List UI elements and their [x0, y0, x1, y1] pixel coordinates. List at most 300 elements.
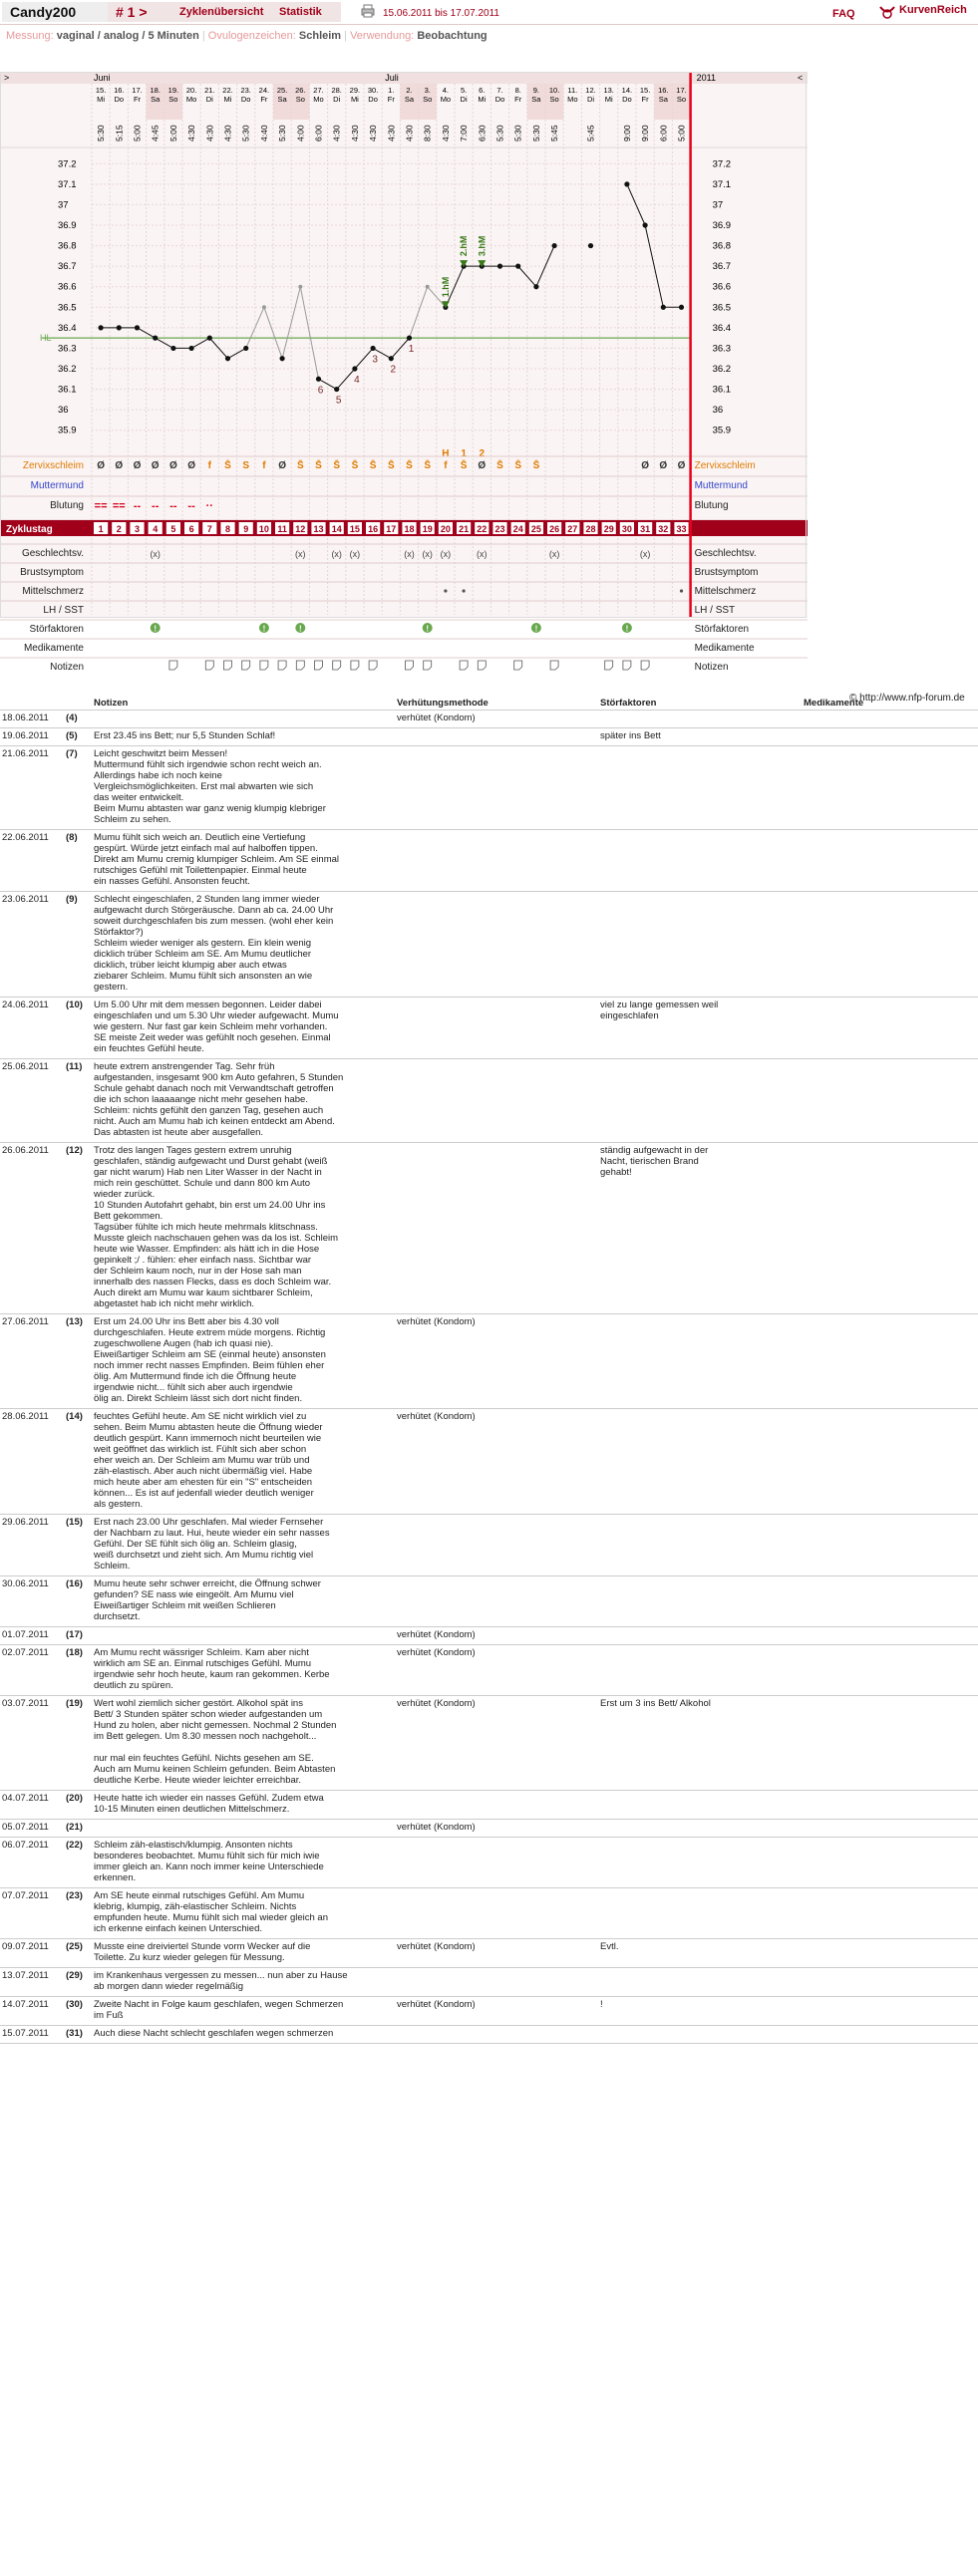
cervix-value: S̄	[387, 460, 395, 471]
mittelschmerz-dot	[444, 589, 447, 592]
note-medication	[802, 892, 978, 998]
measure-time: 5:00	[676, 125, 687, 142]
day-date: 4.	[442, 86, 450, 95]
note-icon	[460, 661, 468, 670]
cervix-value: S	[242, 460, 250, 471]
note-date: 05.07.2011	[0, 1820, 64, 1838]
y-tick-label-left: 36.9	[58, 220, 77, 231]
note-text: Mumu heute sehr schwer erreicht, die Öffnung schwer gefunden? SE nass wie eingeölt. Am Mumu viel Eiweißartiger Schleim mit weißen Schlieren durchsetzt.	[92, 1576, 395, 1627]
note-icon	[333, 661, 341, 670]
note-disturbance	[598, 746, 802, 830]
note-row	[0, 1515, 978, 1576]
note-text: feuchtes Gefühl heute. Am SE nicht wirklich viel zu sehen. Beim Mumu abtasten heute die Öffnung wieder deutlich gespürt. Kann immernoch nicht beurteilen wie weit geöffnet das wirklich ist. Fühlt sich aber schon eher weich an. Der Schleim am Mumu war trüb und zäh-elastisch. Aber auch nicht übermäßig viel. Habe mich heute aber am ehesten für ein "S" entscheiden können... Es ist auf jedenfall wieder deutlich weniger als gestern.	[92, 1409, 395, 1515]
y-tick-label-right: 36.7	[712, 261, 732, 273]
note-date: 14.07.2011	[0, 1997, 64, 2026]
note-date: 29.06.2011	[0, 1515, 64, 1576]
hm-label: 3.hM	[477, 235, 488, 257]
measure-time: 5:30	[277, 125, 288, 142]
day-weekday: Fr	[387, 95, 395, 104]
header-meds: Medikamente	[802, 697, 978, 711]
note-medication	[802, 1997, 978, 2026]
y-tick-label-right: 35.9	[712, 425, 732, 436]
note-text: heute extrem anstrengender Tag. Sehr früh aufgestanden, insgesamt 900 km Auto gefahren, 5 Stunden Schule gehabt danach noch mit Verwandtschaft getroffen die ich schon laaaaange nicht mehr gesehen habe. Schleim: nichts gefühlt den ganzen Tag, gesehen auch nicht. Auch am Mumu hab ich keinen entdeckt am Abend. Das abtasten ist heute aber ausgefallen.	[92, 1059, 395, 1143]
note-cycle-day: (16)	[64, 1576, 92, 1627]
row-label-right: Zervixschleim	[694, 460, 756, 471]
note-medication	[802, 711, 978, 728]
note-date: 09.07.2011	[0, 1939, 64, 1968]
day-weekday: Sa	[404, 95, 415, 104]
cervix-value: S̄	[424, 460, 432, 471]
measure-time: 5:30	[96, 125, 107, 142]
mittelschmerz-dot	[463, 589, 466, 592]
note-method: verhütet (Kondom)	[395, 1997, 598, 2026]
y-tick-label-left: 36.5	[58, 302, 77, 314]
note-method	[395, 746, 598, 830]
note-row	[0, 746, 978, 830]
header-notes: Notizen	[92, 697, 395, 711]
intercourse-mark: (x)	[440, 549, 452, 559]
day-date: 25.	[276, 86, 288, 95]
cycle-day-number: 14	[331, 524, 342, 534]
note-date: 27.06.2011	[0, 1314, 64, 1409]
row-label-right: Blutung	[694, 500, 729, 511]
row-label-right: Störfaktoren	[694, 624, 750, 635]
y-tick-label-left: 36.3	[58, 343, 77, 355]
measure-time: 9:00	[621, 125, 632, 142]
cycle-day-number: 10	[258, 524, 269, 534]
y-tick-label-left: 36.1	[58, 384, 77, 396]
y-tick-label-right: 36.8	[712, 240, 732, 252]
measure-time: 4:30	[440, 125, 451, 142]
note-date: 15.07.2011	[0, 2026, 64, 2044]
note-text: Zweite Nacht in Folge kaum geschlafen, wegen Schmerzen im Fuß	[92, 1997, 395, 2026]
measure-time: 7:00	[459, 125, 470, 142]
brand-name[interactable]: KurvenReich	[899, 4, 967, 16]
day-date: 17.	[132, 86, 143, 95]
cycle-day-number: 23	[494, 524, 505, 534]
row-label-right: LH / SST	[694, 605, 736, 616]
cycle-day-number: 19	[422, 524, 433, 534]
temp-point	[135, 325, 140, 330]
note-medication	[802, 1838, 978, 1888]
day-date: 12.	[585, 86, 596, 95]
note-disturbance	[598, 1059, 802, 1143]
cycle-day-number: 17	[386, 524, 397, 534]
measurement-info: Messung: vaginal / analog / 5 Minuten | Ovulogenzeichen: Schleim | Verwendung: Beobachtung	[6, 30, 488, 42]
cycle-day-number: 15	[349, 524, 360, 534]
note-method	[395, 998, 598, 1059]
cervix-value: Ø	[641, 460, 649, 471]
cervix-value: Ø	[677, 460, 686, 471]
note-disturbance	[598, 711, 802, 728]
note-disturbance: ständig aufgewacht in der Nacht, tierischen Brand gehabt!	[598, 1143, 802, 1314]
note-medication	[802, 728, 978, 746]
note-cycle-day: (14)	[64, 1409, 92, 1515]
cycle-overview-tab[interactable]: Zyklenübersicht	[171, 2, 279, 22]
cervix-value: S̄	[496, 460, 503, 471]
note-icon	[296, 661, 304, 670]
day-weekday: Fr	[260, 95, 268, 104]
note-cycle-day: (30)	[64, 1997, 92, 2026]
cervix-value: Ø	[97, 460, 105, 471]
cervix-value: S̄	[351, 460, 359, 471]
cycle-day-number: 1	[98, 524, 104, 534]
day-weekday: Mi	[97, 95, 106, 104]
note-icon	[260, 661, 268, 670]
y-tick-label-left: 36.7	[58, 261, 77, 273]
note-text: Am Mumu recht wässriger Schleim. Kam aber nicht wirklich am SE an. Einmal rutschiges Gefühl. Mumu irgendwie sehr hoch heute, kaum ran gekommen. Kerbe deutlich zu spüren.	[92, 1645, 395, 1696]
day-weekday: Do	[114, 95, 125, 104]
row-label-left: Brustsymptom	[20, 567, 84, 578]
note-method	[395, 830, 598, 892]
temp-point	[316, 377, 321, 382]
temp-point	[207, 336, 212, 341]
day-date: 26.	[295, 86, 306, 95]
month-june: Juni	[94, 73, 111, 83]
note-cycle-day: (18)	[64, 1645, 92, 1696]
note-method: verhütet (Kondom)	[395, 1696, 598, 1791]
temp-point	[280, 356, 285, 361]
day-weekday: Do	[240, 95, 251, 104]
note-text: im Krankenhaus vergessen zu messen... nun aber zu Hause ab morgen dann wieder regelmäßig	[92, 1968, 395, 1997]
top-divider	[0, 24, 978, 25]
brand-logo-icon	[877, 2, 897, 22]
note-disturbance: Erst um 3 ins Bett/ Alkohol	[598, 1696, 802, 1791]
cycle-day-number: 18	[404, 524, 415, 534]
cycle-day-number: 13	[313, 524, 324, 534]
right-arrow: <	[798, 73, 804, 83]
point-count-label: 5	[335, 395, 342, 407]
note-disturbance	[598, 1576, 802, 1627]
cervix-value: S̄	[514, 460, 522, 471]
day-date: 21.	[204, 86, 215, 95]
note-date: 18.06.2011	[0, 711, 64, 728]
measure-time: 4:30	[222, 125, 233, 142]
temp-point	[426, 285, 430, 289]
note-cycle-day: (25)	[64, 1939, 92, 1968]
note-date: 25.06.2011	[0, 1059, 64, 1143]
note-cycle-day: (7)	[64, 746, 92, 830]
day-date: 17.	[676, 86, 687, 95]
cycle-day-number: 12	[295, 524, 306, 534]
day-date: 2.	[406, 86, 413, 95]
cycle-day-number: 27	[567, 524, 578, 534]
note-disturbance	[598, 1820, 802, 1838]
intercourse-mark: (x)	[295, 549, 306, 559]
note-icon	[278, 661, 286, 670]
temp-point	[679, 305, 684, 310]
day-weekday: So	[295, 95, 305, 104]
contraception-label: Verwendung:	[350, 30, 415, 42]
y-tick-label-right: 36.3	[712, 343, 732, 355]
header-date	[0, 697, 64, 711]
cycle-day-number: 24	[512, 524, 523, 534]
ovulation-label: Ovulogenzeichen:	[207, 30, 296, 42]
note-method: verhütet (Kondom)	[395, 1627, 598, 1645]
note-date: 07.07.2011	[0, 1888, 64, 1939]
day-date: 16.	[114, 86, 125, 95]
hm-label: 2.hM	[459, 235, 470, 257]
note-icon	[550, 661, 558, 670]
temp-point	[371, 346, 376, 351]
day-weekday: Mi	[604, 95, 613, 104]
point-count-label: 1	[408, 344, 415, 356]
note-row	[0, 1143, 978, 1314]
note-icon	[224, 661, 232, 670]
temp-point	[661, 305, 666, 310]
note-row	[0, 1939, 978, 1968]
measure-time: 4:30	[331, 125, 342, 142]
note-medication	[802, 1645, 978, 1696]
cervix-value: f	[444, 460, 448, 471]
temp-point	[352, 366, 357, 371]
note-icon	[351, 661, 359, 670]
h-label: 1	[461, 448, 467, 459]
row-label-left: Zervixschleim	[22, 460, 84, 471]
date-range: 15.06.2011 bis 17.07.2011	[383, 8, 499, 19]
note-cycle-day: (9)	[64, 892, 92, 998]
cycle-day-number: 6	[188, 524, 194, 534]
measure-time: 6:30	[477, 125, 488, 142]
day-weekday: So	[676, 95, 687, 104]
note-disturbance	[598, 1791, 802, 1820]
user-tab[interactable]: Candy200	[2, 2, 113, 22]
day-date: 27.	[313, 86, 324, 95]
cervix-value: Ø	[169, 460, 177, 471]
note-row	[0, 998, 978, 1059]
note-cycle-day: (10)	[64, 998, 92, 1059]
note-method	[395, 1143, 598, 1314]
note-date: 03.07.2011	[0, 1696, 64, 1791]
cervix-value: Ø	[659, 460, 668, 471]
row-label-right: Medikamente	[694, 643, 755, 654]
cycle-day-number: 25	[530, 524, 541, 534]
row-label-left: Blutung	[50, 500, 84, 511]
day-date: 13.	[603, 86, 614, 95]
note-medication	[802, 1696, 978, 1791]
temp-point	[99, 325, 104, 330]
note-row	[0, 830, 978, 892]
note-method	[395, 1059, 598, 1143]
note-date: 24.06.2011	[0, 998, 64, 1059]
note-date: 04.07.2011	[0, 1791, 64, 1820]
measure-time: 4:30	[386, 125, 397, 142]
note-method	[395, 1968, 598, 1997]
day-weekday: So	[549, 95, 559, 104]
day-date: 23.	[240, 86, 251, 95]
intercourse-mark: (x)	[349, 549, 361, 559]
note-date: 02.07.2011	[0, 1645, 64, 1696]
y-tick-label-right: 36.9	[712, 220, 732, 231]
day-weekday: Sa	[277, 95, 287, 104]
y-tick-label-left: 35.9	[58, 425, 77, 436]
note-medication	[802, 1059, 978, 1143]
note-row	[0, 1696, 978, 1791]
measure-time: 5:45	[585, 125, 596, 142]
note-icon	[641, 661, 649, 670]
header-day	[64, 697, 92, 711]
measure-label: Messung:	[6, 30, 54, 42]
note-method	[395, 1838, 598, 1888]
note-row	[0, 711, 978, 728]
note-medication	[802, 1314, 978, 1409]
measure-time: 5:30	[240, 125, 251, 142]
note-disturbance	[598, 1627, 802, 1645]
cervix-value: S̄	[333, 460, 341, 471]
note-cycle-day: (21)	[64, 1820, 92, 1838]
bleeding-mark: ==	[112, 500, 126, 512]
note-method	[395, 1791, 598, 1820]
measure-value: vaginal / analog / 5 Minuten	[56, 30, 199, 42]
note-disturbance	[598, 830, 802, 892]
note-disturbance	[598, 1314, 802, 1409]
print-icon[interactable]	[361, 4, 375, 18]
bleeding-mark: ··	[205, 500, 213, 512]
bleeding-mark: --	[133, 500, 142, 512]
y-tick-label-left: 37	[58, 199, 69, 211]
note-method: verhütet (Kondom)	[395, 1409, 598, 1515]
note-text: Schlecht eingeschlafen, 2 Stunden lang immer wieder aufgewacht durch Störgeräusche. Dann ab ca. 24.00 Uhr soweit durchgeschlafen bis zum messen. (wohl eher kein Störfaktor?) Schleim wieder weniger als gestern. Ein klein wenig dicklich trüber Schleim am SE. Am Mumu deutlicher dicklich, trüber leicht klumpig aber auch etwas ziebarer Schleim. Mumu fühlt sich ansonsten an wie gestern.	[92, 892, 395, 998]
note-row	[0, 1820, 978, 1838]
cycle-day-number: 20	[440, 524, 451, 534]
y-tick-label-left: 37.2	[58, 158, 77, 170]
note-date: 26.06.2011	[0, 1143, 64, 1314]
row-label-left: LH / SST	[43, 605, 84, 616]
note-medication	[802, 998, 978, 1059]
day-date: 14.	[621, 86, 633, 95]
day-weekday: Mo	[440, 95, 452, 104]
note-method	[395, 1888, 598, 1939]
note-disturbance	[598, 2026, 802, 2044]
statistics-tab[interactable]: Statistik	[271, 2, 341, 22]
y-tick-label-left: 37.1	[58, 178, 77, 190]
day-weekday: Mi	[350, 95, 359, 104]
row-label-right: Notizen	[694, 662, 729, 673]
notes-table-wrapper	[0, 697, 978, 2044]
note-icon	[514, 661, 522, 670]
day-weekday: Di	[333, 95, 341, 104]
note-text: Schleim zäh-elastisch/klumpig. Ansonten nichts besonderes beobachtet. Mumu fühlt sich für mich iwie immer gleich an. Kann noch immer keine Unterschiede erkennen.	[92, 1838, 395, 1888]
cycle-day-number: 2	[116, 524, 122, 534]
cervix-value: Ø	[133, 460, 142, 471]
temp-point	[298, 285, 302, 289]
day-date: 11.	[567, 86, 578, 95]
month-july: Juli	[385, 73, 399, 83]
cycle-day-number: 30	[621, 524, 632, 534]
note-icon	[205, 661, 213, 670]
disturbance-icon-glyph: !	[426, 624, 430, 634]
cycle-day-number: 29	[603, 524, 614, 534]
note-row	[0, 1645, 978, 1696]
point-count-label: 3	[372, 354, 378, 366]
day-weekday: Do	[622, 95, 632, 104]
day-date: 1.	[388, 86, 395, 95]
day-date: 9.	[532, 86, 540, 95]
row-label-left: Geschlechtsv.	[21, 548, 84, 559]
y-tick-label-right: 37	[712, 199, 724, 211]
note-method: verhütet (Kondom)	[395, 1645, 598, 1696]
note-row	[0, 1576, 978, 1627]
note-disturbance	[598, 892, 802, 998]
note-cycle-day: (22)	[64, 1838, 92, 1888]
temp-point	[497, 264, 502, 269]
cycle-chart	[0, 72, 810, 690]
row-label-right: Geschlechtsv.	[694, 548, 757, 559]
measure-time: 4:00	[295, 125, 306, 142]
note-cycle-day: (19)	[64, 1696, 92, 1791]
note-medication	[802, 1576, 978, 1627]
note-date: 28.06.2011	[0, 1409, 64, 1515]
note-disturbance	[598, 1645, 802, 1696]
note-row	[0, 1838, 978, 1888]
cycle-day-number: 32	[658, 524, 669, 534]
note-method: verhütet (Kondom)	[395, 1820, 598, 1838]
hl-label: HL	[40, 333, 52, 344]
temp-point	[407, 336, 412, 341]
intercourse-mark: (x)	[331, 549, 342, 559]
cycle-day-number: 33	[676, 524, 687, 534]
y-tick-label-right: 36.5	[712, 302, 732, 314]
note-medication	[802, 830, 978, 892]
faq-link[interactable]: FAQ	[832, 8, 855, 20]
note-row	[0, 1314, 978, 1409]
note-icon	[623, 661, 631, 670]
note-icon	[315, 661, 323, 670]
cycle-day-number: 11	[277, 524, 287, 534]
day-weekday: Fr	[133, 95, 142, 104]
cervix-value: S̄	[532, 460, 540, 471]
day-date: 8.	[514, 86, 521, 95]
note-text: Trotz des langen Tages gestern extrem unruhig geschlafen, ständig aufgewacht und Durst gehabt (weiß gar nicht warum) Hab nen Liter Wasser in der Nacht in mich rein geschüttet. Schule und dann 800 km Auto wieder zurück. 10 Stunden Autofahrt gehabt, bin erst um 24.00 Uhr ins Bett gekommen. Tagsüber fühlte ich mich heute mehrmals klitschnass. Musste gleich nachschauen gehen was da los ist. Schleim heute wie Wasser. Empfinden: als hätt ich in die Hose gepinkelt ;/ . fühlen: eher einfach nass. Sichtbar war der Schleim kaum noch, nur in der Hose sah man innerhalb des nassen Flecks, dass es doch Schleim war. Auch direkt am Mumu war kaum sichtbarer Schleim, abgetastet hab ich nicht mehr wirklich.	[92, 1143, 395, 1314]
note-method: verhütet (Kondom)	[395, 1939, 598, 1968]
cervix-value: Ø	[151, 460, 160, 471]
notes-body	[0, 711, 978, 2044]
day-weekday: Mi	[478, 95, 487, 104]
note-text: Wert wohl ziemlich sicher gestört. Alkohol spät ins Bett/ 3 Stunden später schon wieder aufgestanden um Hund zu holen, aber nicht gemessen. Nochmal 2 Stunden im Bett gelegen. Um 8.30 messen noch nachgeholt... nur mal ein feuchtes Gefühl. Nichts gesehen am SE. Auch am Mumu keinen Schleim gefunden. Beim Abtasten deutliche Kerbe. Heute wieder leichter erreichbar.	[92, 1696, 395, 1791]
day-weekday: Fr	[514, 95, 522, 104]
notes-header-row	[0, 697, 978, 711]
y-tick-label-right: 36	[712, 405, 724, 417]
measure-time: 4:45	[150, 125, 161, 142]
note-icon	[478, 661, 486, 670]
cycle-day-number: 22	[477, 524, 488, 534]
cervix-value: S̄	[296, 460, 304, 471]
note-date: 06.07.2011	[0, 1838, 64, 1888]
y-tick-label-right: 36.6	[712, 281, 732, 293]
cycle-number-tab[interactable]: # 1 >	[108, 2, 179, 22]
temp-point	[117, 325, 122, 330]
day-weekday: Sa	[658, 95, 668, 104]
note-text: Leicht geschwitzt beim Messen! Muttermund fühlt sich irgendwie schon recht weich an. Allerdings habe ich noch keine Vergleichsmöglichkeiten. Erst mal abwarten wie sich das weiter entwickelt. Beim Mumu abtasten war ganz wenig klumpig klebriger Schleim zu sehen.	[92, 746, 395, 830]
cervix-value: Ø	[187, 460, 195, 471]
note-disturbance	[598, 1409, 802, 1515]
day-weekday: Di	[205, 95, 213, 104]
day-date: 20.	[185, 86, 197, 95]
day-date: 5.	[460, 86, 468, 95]
row-label-right: Muttermund	[694, 480, 748, 491]
day-date: 7.	[496, 86, 503, 95]
note-text	[92, 1627, 395, 1645]
point-count-label: 2	[390, 364, 397, 376]
day-weekday: Do	[494, 95, 505, 104]
note-row	[0, 2026, 978, 2044]
note-cycle-day: (5)	[64, 728, 92, 746]
cycle-day-number: 31	[640, 524, 651, 534]
temp-point	[153, 336, 158, 341]
cervix-value: f	[207, 460, 211, 471]
month-row-bg	[0, 72, 808, 84]
y-tick-label-left: 36	[58, 405, 69, 417]
